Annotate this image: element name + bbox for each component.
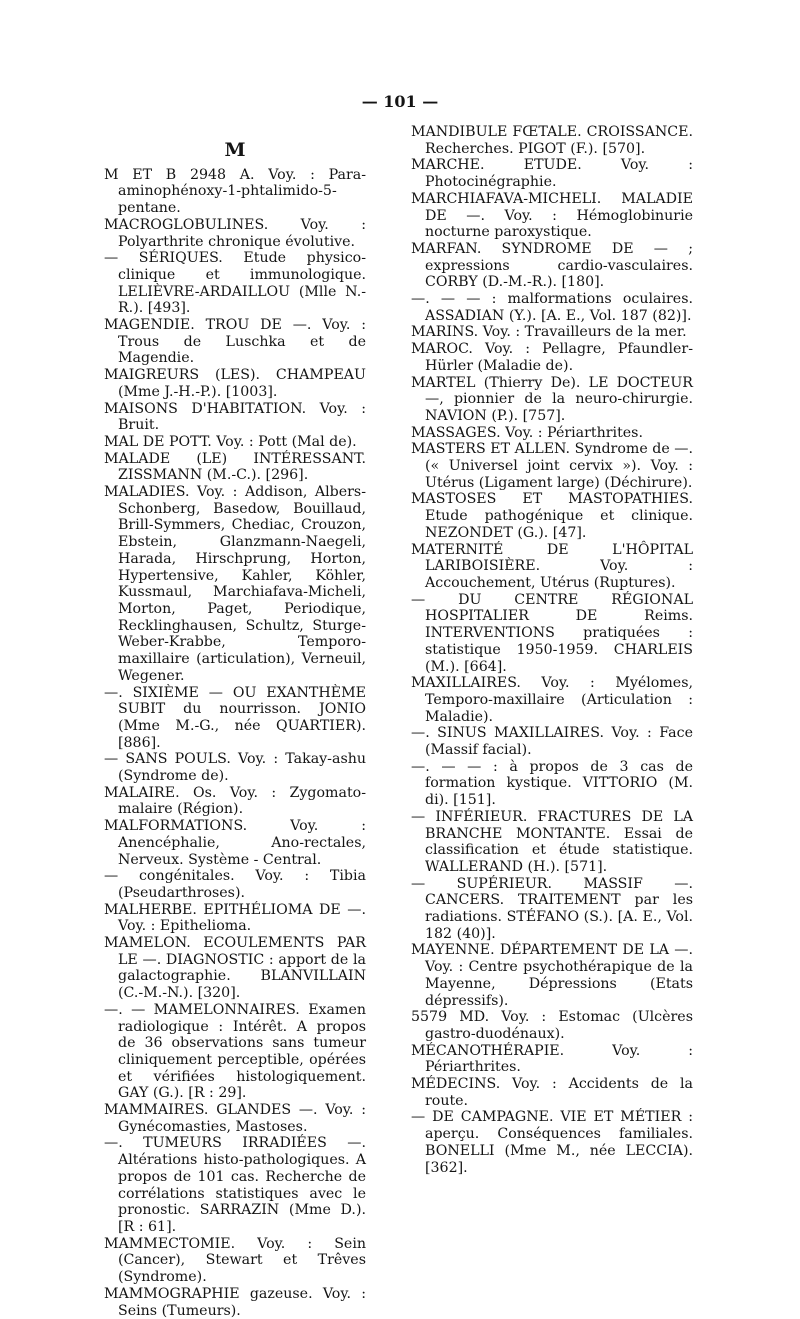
index-entry: — DE CAMPAGNE. VIE ET MÉTIER : aperçu. Conséquences familiales. BONELLI (Mme M., née LECCIA). [362].	[411, 1109, 693, 1176]
index-entry: MAXILLAIRES. Voy. : Myélomes, Temporo-maxillaire (Articulation : Maladie).	[411, 675, 693, 725]
index-entry: —. TUMEURS IRRADIÉES —. Altérations histo-pathologiques. A propos de 101 cas. Recherche de corrélations statistiques avec le pronostic. SARRAZIN (Mme D.). [R : 61].	[104, 1135, 366, 1235]
index-entry: — congénitales. Voy. : Tibia (Pseudarthroses).	[104, 868, 366, 901]
index-entry: MARTEL (Thierry De). LE DOCTEUR —, pionnier de la neuro-chirurgie. NAVION (P.). [757].	[411, 374, 693, 424]
index-entry: —. SIXIÈME — OU EXANTHÈME SUBIT du nourrisson. JONIO (Mme M.-G., née QUARTIER). [886].	[104, 684, 366, 751]
index-entry: MAISONS D'HABITATION. Voy. : Bruit.	[104, 400, 366, 434]
index-entry: — SANS POULS. Voy. : Takay-ashu (Syndrome de).	[104, 751, 366, 785]
index-entry: MASSAGES. Voy. : Périarthrites.	[411, 424, 643, 441]
index-entry: MAIGREURS (LES). CHAMPEAU (Mme J.-H.-P.). [1003].	[104, 367, 366, 400]
index-entry: — SÉRIQUES. Etude physico-clinique et immunologique. LELIÈVRE-ARDAILLOU (Mlle N.-R.). [493].	[104, 250, 366, 317]
index-entry: MANDIBULE FŒTALE. CROISSANCE. Recherches. PIGOT (F.). [570].	[411, 124, 693, 157]
index-entry: MASTOSES ET MASTOPATHIES. Etude pathogénique et clinique. NEZONDET (G.). [47].	[411, 491, 693, 541]
index-entry: MASTERS ET ALLEN. Syndrome de —. (« Universel joint cervix »). Voy. : Utérus (Ligament large) (Déchirure).	[411, 441, 693, 491]
left-entries	[104, 167, 366, 1319]
index-entry: — INFÉRIEUR. FRACTURES DE LA BRANCHE MONTANTE. Essai de classification et étude statistique. WALLERAND (H.). [571].	[411, 808, 693, 875]
index-entry: MARFAN. SYNDROME DE — ; expressions cardio-vasculaires. CORBY (D.-M.-R.). [180].	[411, 240, 693, 291]
index-entry: MAL DE POTT. Voy. : Pott (Mal de).	[104, 433, 357, 450]
index-entry: —. — — : à propos de 3 cas de formation kystique. VITTORIO (M. di). [151].	[411, 758, 693, 809]
index-entry: MAGENDIE. TROU DE —. Voy. : Trous de Luschka et de Magendie.	[104, 317, 366, 367]
index-entry: MAYENNE. DÉPARTEMENT DE LA —. Voy. : Centre psychothérapique de la Mayenne, Dépressions (Etats dépressifs).	[411, 942, 693, 1009]
index-entry: MÉDECINS. Voy. : Accidents de la route.	[411, 1076, 693, 1109]
index-entry: MAROC. Voy. : Pellagre, Pfaundler-Hürler (Maladie de).	[411, 341, 693, 374]
index-entry: —. — — : malformations oculaires. ASSADIAN (Y.). [A. E., Vol. 187 (82)].	[411, 291, 693, 324]
index-entry: — DU CENTRE RÉGIONAL HOSPITALIER DE Reims. INTERVENTIONS pratiquées : statistique 1950-1959. CHARLEIS (M.). [664].	[411, 591, 693, 675]
right-column	[411, 124, 693, 1176]
index-entry: 5579 MD. Voy. : Estomac (Ulcères gastro-duodénaux).	[411, 1009, 693, 1042]
index-entry: MALADE (LE) INTÉRESSANT. ZISSMANN (M.-C.). [296].	[104, 450, 366, 484]
section-letter: M	[224, 139, 246, 161]
index-entry: MATERNITÉ DE L'HÔPITAL LARIBOISIÈRE. Voy. : Accouchement, Utérus (Ruptures).	[411, 541, 693, 591]
index-entry: MAMMECTOMIE. Voy. : Sein (Cancer), Stewart et Trêves (Syndrome).	[104, 1235, 366, 1286]
index-entry: MAMELON. ECOULEMENTS PAR LE —. DIAGNOSTIC : apport de la galactographie. BLANVILLAIN (C.-M.-N.). [320].	[104, 935, 366, 1002]
index-entry: MALADIES. Voy. : Addison, Albers-Schonberg, Basedow, Bouillaud, Brill-Symmers, Chediac, Crouzon, Ebstein, Glanzmann-Naegeli, Harada, Hirschprung, Horton, Hypertensive, Kahler, Köhler, Kussmaul, Marchiafava-Micheli, Morton, Paget, Periodique, Recklinghausen, Schultz, Sturge-Weber-Krabbe, Temporo-maxillaire (articulation), Verneuil, Wegener.	[104, 484, 366, 684]
index-entry: MALFORMATIONS. Voy. : Anencéphalie, Ano-rectales, Nerveux. Système - Central.	[104, 818, 366, 868]
index-entry: MARINS. Voy. : Travailleurs de la mer.	[411, 324, 687, 341]
index-entry: MÉCANOTHÉRAPIE. Voy. : Périarthrites.	[411, 1042, 693, 1076]
index-entry: MALHERBE. EPITHÉLIOMA DE —. Voy. : Epithelioma.	[104, 901, 366, 935]
index-entry: MARCHIAFAVA-MICHELI. MALADIE DE —. Voy. : Hémoglobinurie nocturne paroxystique.	[411, 190, 693, 241]
index-entry: — SUPÉRIEUR. MASSIF —. CANCERS. TRAITEMENT par les radiations. STÉFANO (S.). [A. E., Vol. 182 (40)].	[411, 875, 693, 942]
index-entry: MALAIRE. Os. Voy. : Zygomato-malaire (Région).	[104, 784, 366, 818]
right-entries	[411, 124, 693, 1176]
page-number: — 101 —	[361, 92, 439, 111]
index-entry: MAMMOGRAPHIE gazeuse. Voy. : Seins (Tumeurs).	[104, 1285, 366, 1319]
index-entry: M ET B 2948 A. Voy. : Para-aminophénoxy-1-phtalimido-5-pentane.	[104, 166, 366, 217]
index-entry: MACROGLOBULINES. Voy. : Polyarthrite chronique évolutive.	[104, 216, 366, 250]
index-entry: —. — MAMELONNAIRES. Examen radiologique : Intérêt. A propos de 36 observations sans tumeur cliniquement perceptible, opérées et vérifiées histologiquement. GAY (G.). [R : 29].	[104, 1001, 366, 1102]
left-column	[104, 139, 366, 1319]
index-entry: —. SINUS MAXILLAIRES. Voy. : Face (Massif facial).	[411, 725, 693, 759]
index-entry: MAMMAIRES. GLANDES —. Voy. : Gynécomasties, Mastoses.	[104, 1102, 366, 1135]
index-entry: MARCHE. ETUDE. Voy. : Photocinégraphie.	[411, 157, 693, 191]
